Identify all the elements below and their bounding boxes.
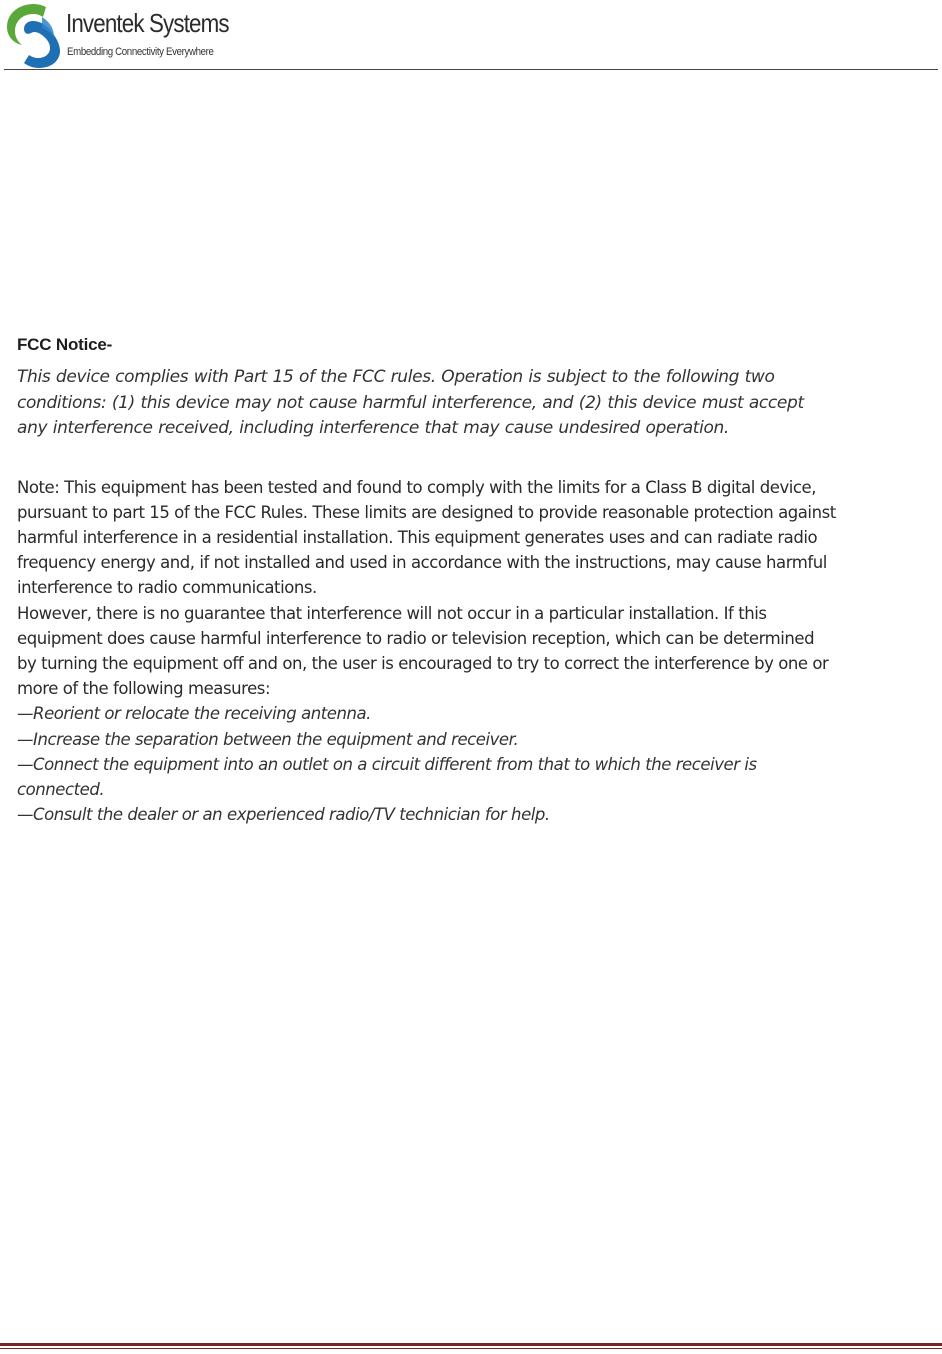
header-divider xyxy=(4,69,938,70)
company-name: Inventek Systems xyxy=(66,8,229,38)
company-tagline: Embedding Connectivity Everywhere xyxy=(67,46,214,58)
footer-divider-thin xyxy=(0,1348,942,1349)
note-paragraph: Note: This equipment has been tested and found to comply with the limits for a Class B digital device, pursuant to part 15 of the FCC Rules. These limits are designed to provide reasonable protection against harmful interference in a residential installation. This equipment generates uses and can radiate radio frequency energy and, if not installed and used in accordance with the instructions, may cause harmful interference to radio communications. xyxy=(17,477,836,598)
measure-item: —Reorient or relocate the receiving antenna. xyxy=(17,704,371,724)
footer-divider-thick xyxy=(0,1343,942,1346)
note-block xyxy=(17,475,837,828)
measure-item: —Increase the separation between the equipment and receiver. xyxy=(17,729,519,749)
measures-list xyxy=(17,701,837,827)
notice-title: FCC Notice- xyxy=(17,335,113,354)
page-header xyxy=(0,0,942,72)
fcc-compliance-statement: This device complies with Part 15 of the FCC rules. Operation is subject to the following two conditions: (1) this device may not cause harmful interference, and (2) this device must accept any interference received, including interference that may cause undesired operation. xyxy=(17,367,804,438)
measure-item: —Connect the equipment into an outlet on a circuit different from that to which the receiver is connected. xyxy=(17,754,757,799)
fcc-notice-section xyxy=(17,335,837,827)
however-paragraph: However, there is no guarantee that interference will not occur in a particular installation. If this equipment does cause harmful interference to radio or television reception, which can be determined by turning the equipment off and on, the user is encouraged to try to correct the interference by one or more of the following measures: xyxy=(17,603,829,699)
measure-item: —Consult the dealer or an experienced radio/TV technician for help. xyxy=(17,805,550,825)
inventek-logo-icon xyxy=(4,0,66,70)
